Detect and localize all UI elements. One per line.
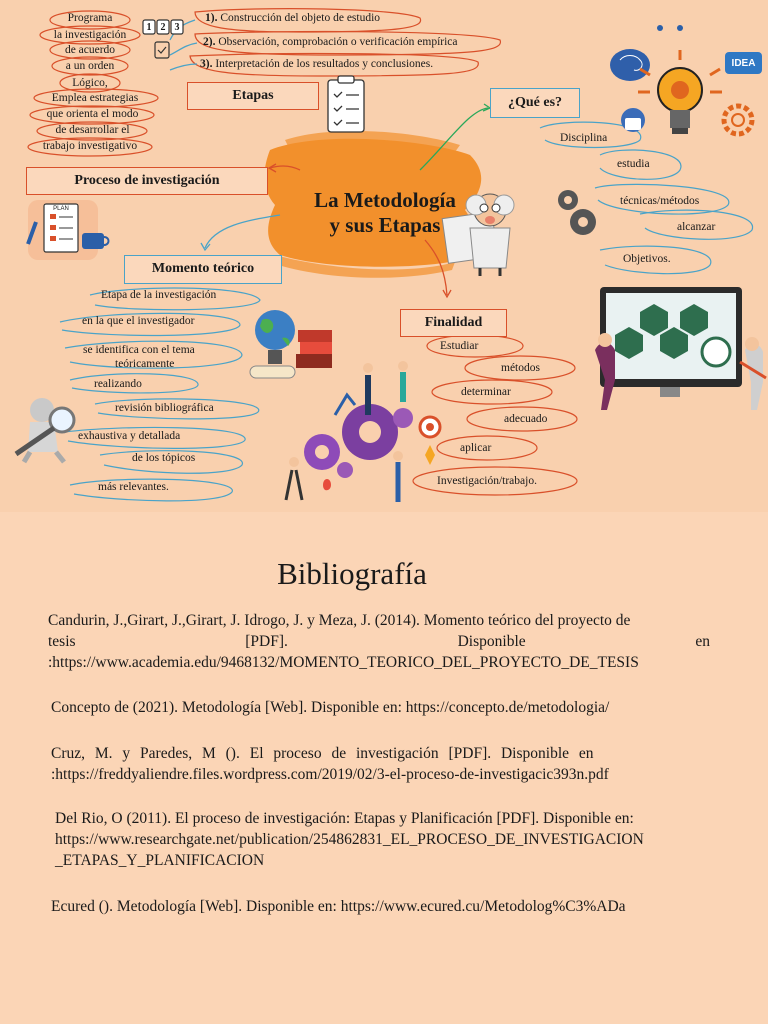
left-note-2: la investigación [53, 29, 127, 41]
momento-item-8: de los tópicos [132, 452, 196, 464]
step-2 [203, 36, 458, 49]
step-3 [200, 58, 433, 71]
momento-item-9: más relevantes. [98, 481, 169, 493]
finalidad-item-5: aplicar [460, 442, 492, 454]
reference-cruz-text: Cruz, M. y Paredes, M (). El proceso de investigación [PDF]. Disponible en [51, 745, 594, 762]
box-etapas: Etapas [187, 82, 319, 110]
mindmap-title [290, 188, 480, 238]
step-1-text: Construcción del objeto de estudio [220, 12, 381, 24]
finalidad-item-6: Investigación/trabajo. [437, 475, 537, 487]
box-que-es: ¿Qué es? [490, 88, 580, 118]
left-note-6: Emplea estrategias [51, 92, 139, 104]
finalidad-item-2: métodos [501, 362, 540, 374]
box-momento-teorico: Momento teórico [124, 255, 282, 284]
step-number-1: 1 [146, 22, 152, 33]
momento-item-5: realizando [94, 378, 142, 390]
step-1-number: 1). [205, 12, 218, 24]
step-number-2: 2 [160, 22, 166, 33]
finalidad-item-4: adecuado [504, 413, 548, 425]
que-es-item-3: técnicas/métodos [620, 195, 700, 207]
reference-candurin-line-1: Candurin, J.,Girart, J.,Girart, J. Idrogo, J. y Meza, J. (2014). Momento teórico del proyecto de [48, 612, 631, 629]
reference-candurin-word-1: tesis [48, 633, 76, 650]
que-es-item-2: estudia [617, 158, 650, 170]
reference-del-rio-line-3: _ETAPAS_Y_PLANIFICACION [55, 852, 265, 869]
left-note-9: trabajo investigativo [42, 140, 138, 152]
finalidad-item-1: Estudiar [440, 340, 479, 352]
left-note-7: que orienta el modo [46, 108, 139, 120]
momento-item-1: Etapa de la investigación [101, 289, 217, 301]
reference-candurin-line-2 [48, 631, 710, 652]
step-2-number: 2). [203, 36, 216, 48]
step-3-text: Interpretación de los resultados y conclusiones. [215, 58, 434, 70]
step-2-text: Observación, comprobación o verificación empírica [218, 36, 458, 48]
momento-item-4: teóricamente [115, 358, 175, 370]
left-note-5: Lógico, [72, 77, 108, 89]
finalidad-item-3: determinar [461, 386, 511, 398]
box-proceso-investigacion: Proceso de investigación [26, 167, 268, 195]
step-1 [205, 12, 380, 25]
plan-clipboard-icon: PLAN [53, 206, 69, 212]
reference-concepto: Concepto de (2021). Metodología [Web]. Disponible en: https://concepto.de/metodologia/ [51, 699, 610, 716]
left-note-8: de desarrollar el [55, 124, 130, 136]
reference-cruz-url: :https://freddyaliendre.files.wordpress.com/2019/02/3-el-proceso-de-investigacic393n.pdf [51, 766, 609, 783]
left-note-4: a un orden [65, 60, 115, 72]
momento-item-3: se identifica con el tema [83, 344, 195, 356]
box-finalidad: Finalidad [400, 309, 507, 337]
reference-candurin-url: :https://www.academia.edu/9468132/MOMENTO_TEORICO_DEL_PROYECTO_DE_TESIS [48, 654, 639, 671]
momento-item-7: exhaustiva y detallada [78, 430, 181, 442]
reference-del-rio [55, 808, 710, 871]
reference-candurin-word-4: en [695, 633, 710, 650]
idea-icon: IDEA [731, 58, 756, 69]
bibliography-title: Bibliografía [277, 556, 427, 591]
reference-candurin [48, 610, 710, 673]
reference-cruz [51, 743, 710, 785]
reference-candurin-word-3: Disponible [457, 633, 526, 650]
left-note-1: Programa [67, 12, 113, 24]
reference-cruz-line-1 [51, 743, 710, 764]
momento-item-6: revisión bibliográfica [115, 402, 214, 414]
reference-del-rio-line-2: https://www.researchgate.net/publication/254862831_EL_PROCESO_DE_INVESTIGACION [55, 831, 644, 848]
step-number-3: 3 [174, 22, 180, 33]
step-3-number: 3). [200, 58, 213, 70]
reference-del-rio-line-1: Del Rio, O (2011). El proceso de investigación: Etapas y Planificación [PDF]. Disponible en: [55, 810, 634, 827]
reference-candurin-word-2: [PDF]. [245, 633, 288, 650]
momento-item-2: en la que el investigador [82, 315, 195, 327]
mindmap-title-line-1: La Metodología [314, 188, 456, 212]
que-es-item-1: Disciplina [560, 132, 608, 144]
que-es-item-4: alcanzar [677, 221, 716, 233]
reference-ecured: Ecured (). Metodología [Web]. Disponible en: https://www.ecured.cu/Metodolog%C3%ADa [51, 898, 626, 915]
que-es-item-5: Objetivos. [623, 253, 671, 265]
left-note-3: de acuerdo [64, 44, 116, 56]
mindmap-title-line-2: y sus Etapas [329, 213, 441, 237]
